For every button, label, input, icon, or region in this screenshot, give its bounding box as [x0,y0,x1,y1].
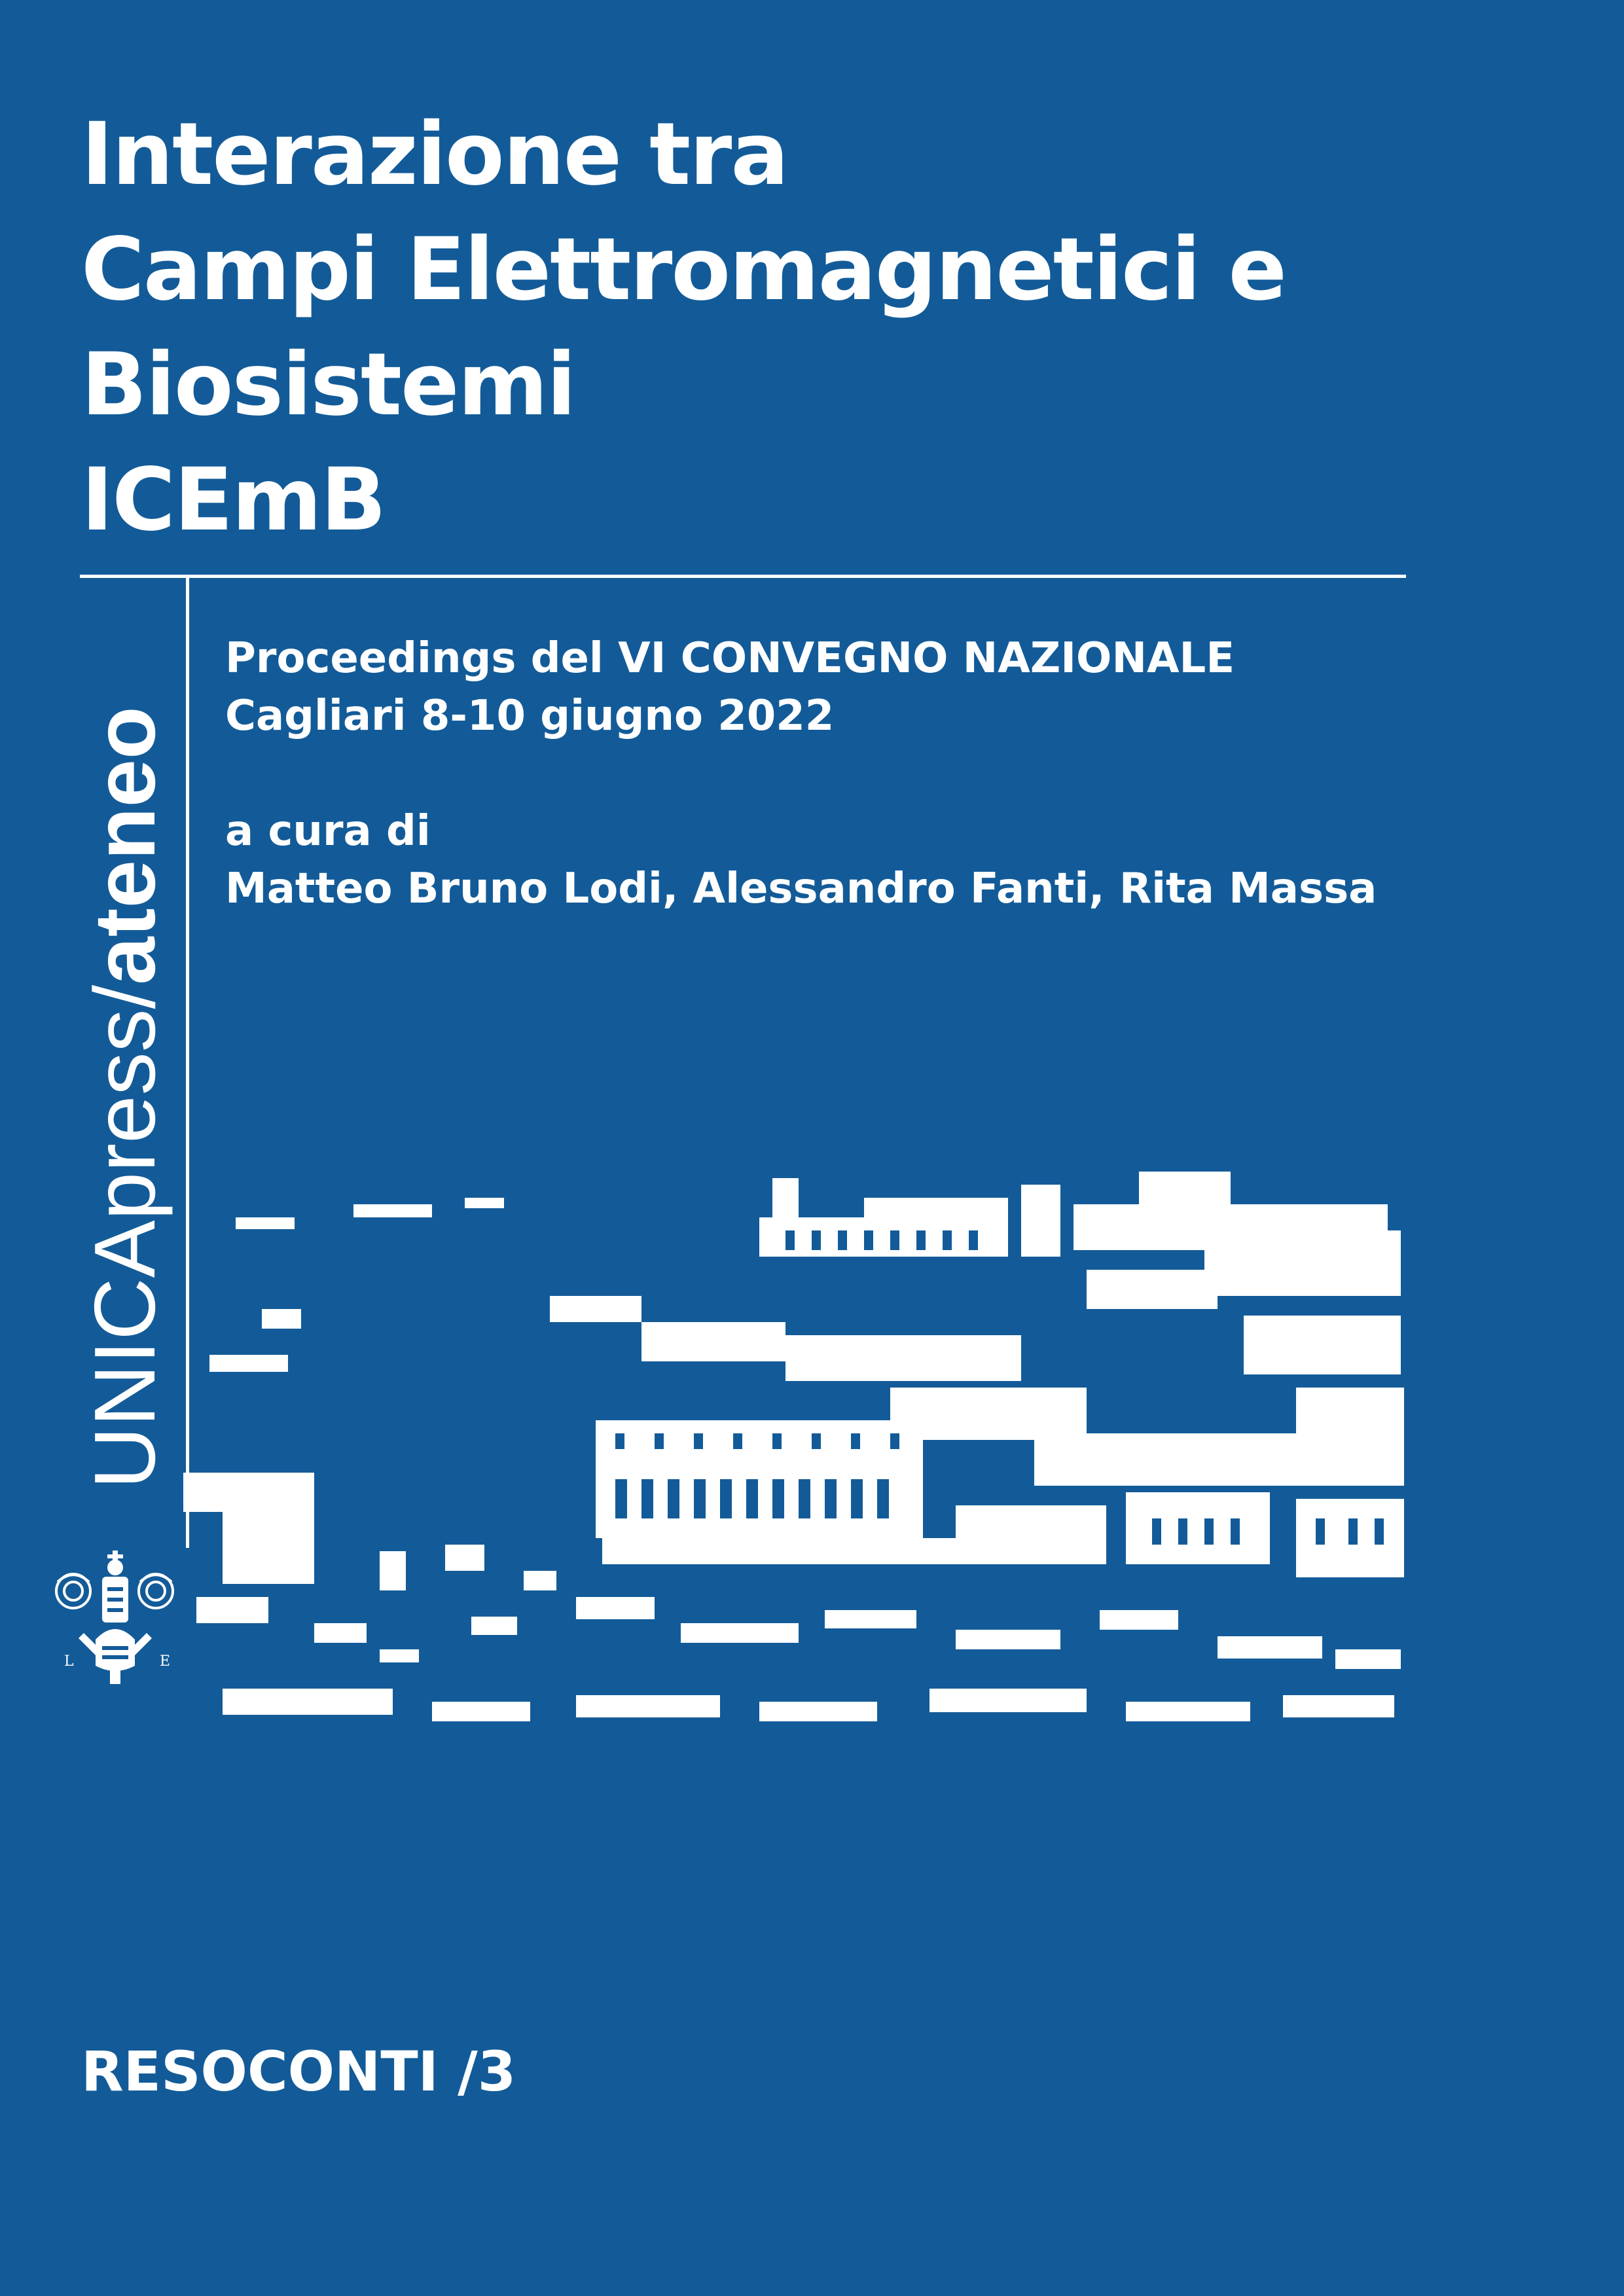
book-title [81,97,1286,558]
editors-names: Matteo Bruno Lodi, Alessandro Fanti, Rita Massa [225,865,1377,913]
title-line-4: ICEmB [81,450,386,550]
spacer [225,745,1377,802]
proceedings-line: Proceedings del VI CONVEGNO NAZIONALE [225,634,1235,683]
publisher-unica: UNICA [77,1220,173,1489]
university-seal-icon [45,1541,189,1692]
seal-letter-l: L [64,1653,74,1670]
cityscape-illustration [183,1126,1404,1748]
horizontal-divider [80,575,1406,578]
publisher-press: press/ [77,984,173,1221]
proceedings-block [225,630,1377,918]
editors-label: a cura di [225,807,431,855]
place-date-line: Cagliari 8-10 giugno 2022 [225,692,835,740]
seal-letter-e: E [160,1653,171,1670]
title-line-3: Biosistemi [81,334,575,435]
publisher-ateneo: ateneo [77,706,173,985]
series-label: RESOCONTI /3 [81,2039,516,2104]
publisher-imprint [77,706,173,1489]
title-line-2: Campi Elettromagnetici e [81,219,1286,320]
title-line-1: Interazione tra [81,104,788,205]
